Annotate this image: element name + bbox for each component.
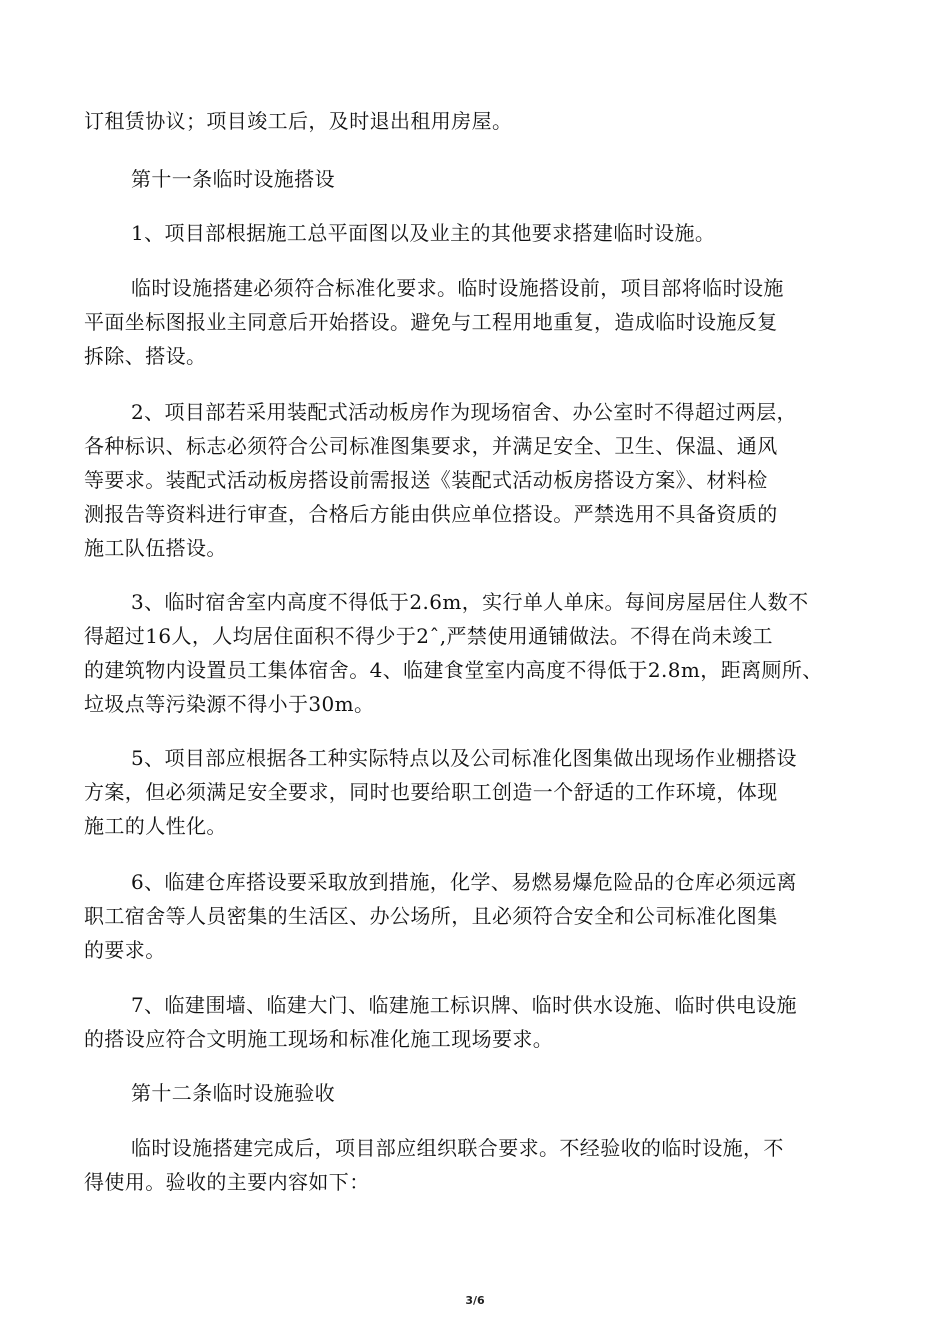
- text-line: 的要求。: [84, 938, 166, 962]
- text-line: 的搭设应符合文明施工现场和标准化施工现场要求。: [84, 1027, 554, 1051]
- text-line: 施工的人性化。: [84, 814, 227, 838]
- page-number: 3/6: [465, 1294, 485, 1307]
- text-line: 职工宿舍等人员密集的生活区、办公场所，且必须符合安全和公司标准化图集: [84, 904, 778, 928]
- text-line: 临时设施搭建必须符合标准化要求。临时设施搭设前，项目部将临时设施: [131, 276, 784, 300]
- text-line: 5、项目部应根据各工种实际特点以及公司标准化图集做出现场作业棚搭设: [131, 746, 797, 770]
- text-line: 2、项目部若采用装配式活动板房作为现场宿舍、办公室时不得超过两层，: [131, 400, 797, 424]
- text-line: 垃圾点等污染源不得小于30m。: [84, 692, 375, 716]
- text-line: 7、临建围墙、临建大门、临建施工标识牌、临时供水设施、临时供电设施: [131, 993, 797, 1017]
- text-line: 的建筑物内设置员工集体宿舍。4、临建食堂室内高度不得低于2.8m，距离厕所、: [84, 658, 823, 682]
- text-line: 得超过16人，人均居住面积不得少于2ˆ,严禁使用通铺做法。不得在尚未竣工: [84, 624, 773, 648]
- text-line: 等要求。装配式活动板房搭设前需报送《装配式活动板房搭设方案》、材料检: [84, 468, 768, 492]
- text-line: 得使用。验收的主要内容如下：: [84, 1170, 370, 1194]
- text-line: 6、临建仓库搭设要采取放到措施，化学、易燃易爆危险品的仓库必须远离: [131, 870, 797, 894]
- text-line: 3、临时宿舍室内高度不得低于2.6m，实行单人单床。每间房屋居住人数不: [131, 590, 809, 614]
- text-line: 方案，但必须满足安全要求，同时也要给职工创造一个舒适的工作环境，体现: [84, 780, 778, 804]
- text-line: 拆除、搭设。: [84, 344, 207, 368]
- text-line: 各种标识、标志必须符合公司标准图集要求，并满足安全、卫生、保温、通风: [84, 434, 778, 458]
- text-line: 测报告等资料进行审查，合格后方能由供应单位搭设。严禁选用不具备资质的: [84, 502, 778, 526]
- text-line: 1、项目部根据施工总平面图以及业主的其他要求搭建临时设施。: [131, 221, 716, 245]
- text-line: 施工队伍搭设。: [84, 536, 227, 560]
- section-heading: 第十二条临时设施验收: [131, 1081, 335, 1105]
- text-line: 订租赁协议；项目竣工后，及时退出租用房屋。: [84, 109, 513, 133]
- section-heading: 第十一条临时设施搭设: [131, 167, 335, 191]
- text-line: 平面坐标图报业主同意后开始搭设。避免与工程用地重复，造成临时设施反复: [84, 310, 778, 334]
- text-line: 临时设施搭建完成后，项目部应组织联合要求。不经验收的临时设施，不: [131, 1136, 784, 1160]
